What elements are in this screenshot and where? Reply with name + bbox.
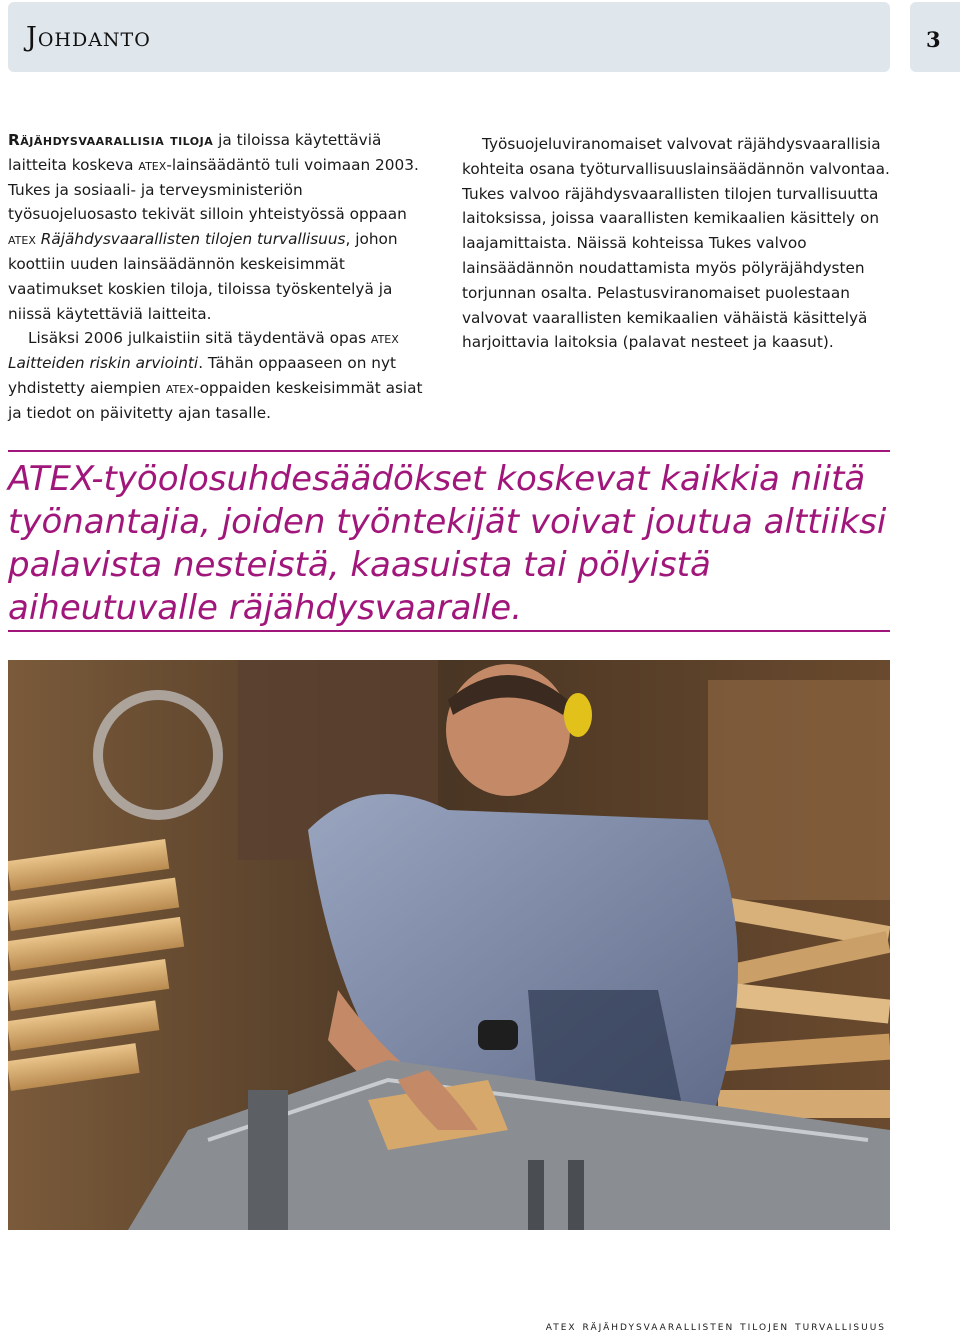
- photo-illustration: [8, 660, 890, 1230]
- workshop-photo: [8, 660, 890, 1230]
- right-column: [462, 132, 892, 355]
- ear-protector: [564, 693, 592, 737]
- guide-title-1: Räjähdysvaarallisten tilojen turvallisuus: [35, 230, 346, 249]
- wristwatch: [478, 1020, 518, 1050]
- left-paragraph-1: Räjähdysvaarallisia tiloja ja tiloissa käytettäviä laitteita koskeva atex-lainsäädäntö tuli voimaan 2003. Tukes ja sosiaali- ja terveysministeriön työsuojeluosasto tekivät silloin yhteistyössä oppaan atex Räjähdysvaarallisten tilojen turvallisuus, johon koottiin uuden lainsäädännön keskeisimmät vaatimukset koskien tiloja, tiloissa työskentelyä ja niissä käytettäviä laitteita.: [8, 131, 419, 323]
- chapter-header-bar: [8, 2, 890, 72]
- pull-quote: ATEX-työolosuhdesäädökset koskevat kaikkia niitä työnantajia, joiden työntekijät voivat joutua alttiiksi palavista nesteistä, kaasuista tai pölyistä aiheutuvalle räjähdysvaaralle.: [8, 459, 887, 628]
- left-paragraph-2: Lisäksi 2006 julkaistiin sitä täydentävä opas atex Laitteiden riskin arviointi. Tähän oppaaseen on nyt yhdistetty aiempien atex-oppaiden keskeisimmät asiat ja tiedot on päivitetty ajan tasalle.: [8, 329, 423, 422]
- running-footer: atex räjähdysvaarallisten tilojen turvallisuus: [545, 1318, 886, 1333]
- chapter-title: Johdanto: [26, 22, 151, 53]
- page-number: 3: [926, 27, 941, 52]
- left-column: [8, 128, 436, 426]
- guide-title-2: Laitteiden riskin arviointi: [8, 354, 199, 373]
- lead-in: Räjähdysvaarallisia tiloja: [8, 131, 214, 149]
- quote-bottom-rule: [8, 630, 890, 632]
- right-paragraph: Työsuojeluviranomaiset valvovat räjähdysvaarallisia kohteita osana työturvallisuuslainsäädännön valvontaa. Tukes valvoo räjähdysvaarallisten tilojen turvallisuutta laitoksissa, joissa vaarallisten kemikaalien käsittely on laajamittaista. Näissä kohteissa Tukes valvoo lainsäädännön noudattamista myös pölyräjähdysten torjunnan osalta. Pelastusviranomaiset puolestaan valvovat vaarallisten kemikaalien vähäistä käsittelyä harjoittavia laitoksia (palavat nesteet ja kaasut).: [462, 135, 890, 352]
- page-number-box: [910, 2, 960, 72]
- quote-top-rule: [8, 450, 890, 452]
